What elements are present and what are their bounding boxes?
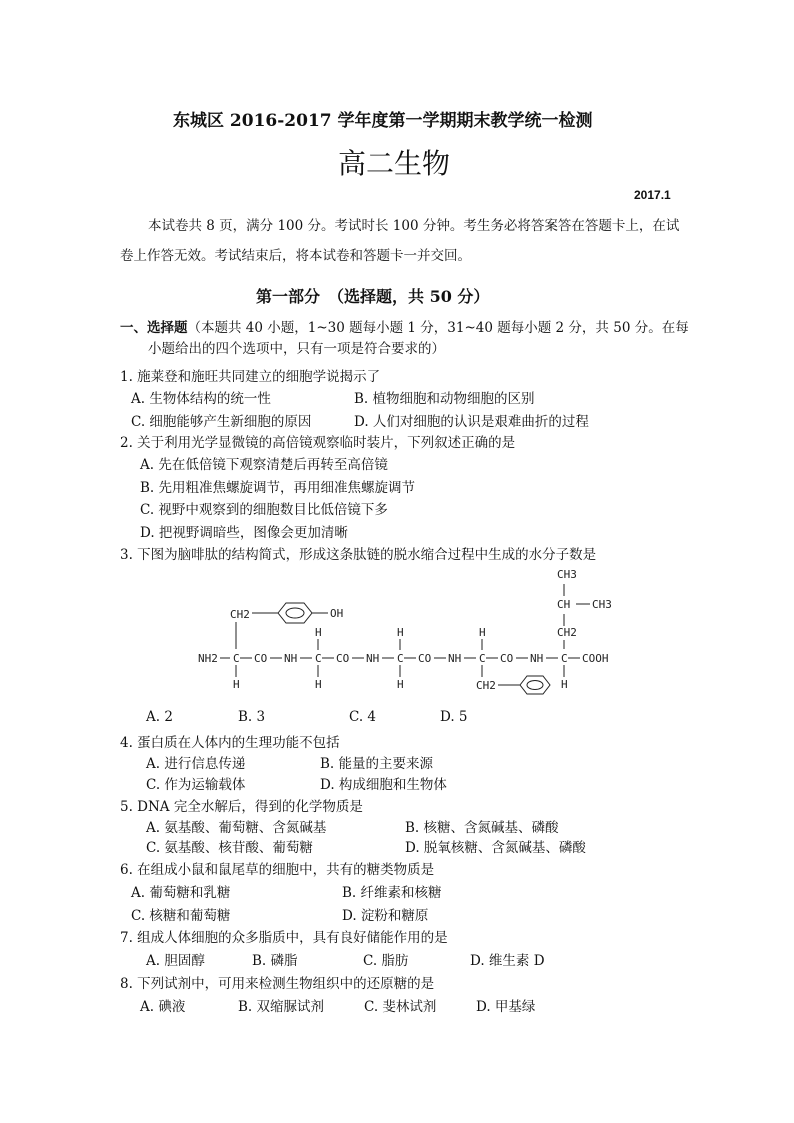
question-2-option-d: D. 把视野调暗些，图像会更加清晰: [140, 525, 348, 541]
section-label: 一、选择题: [120, 320, 188, 336]
co-label: CO: [336, 652, 350, 665]
question-3-option-b: B. 3: [238, 709, 266, 725]
question-6-option-d: D. 淀粉和糖原: [342, 908, 429, 924]
question-4-option-d: D. 构成细胞和生物体: [320, 777, 447, 793]
section-desc-2: 小题给出的四个选项中，只有一项是符合要求的）: [148, 341, 445, 357]
question-5-option-a: A. 氨基酸、葡萄糖、含氮碱基: [146, 820, 327, 836]
question-5-option-c: C. 氨基酸、核苷酸、葡萄糖: [146, 840, 313, 856]
section-instructions: [120, 318, 689, 339]
question-5-stem: 5. DNA 完全水解后，得到的化学物质是: [120, 799, 363, 815]
h-label: H: [233, 678, 240, 691]
question-5-option-d: D. 脱氧核糖、含氮碱基、磷酸: [405, 840, 586, 856]
nh-label: NH: [284, 652, 298, 665]
question-5-option-b: B. 核糖、含氮碱基、磷酸: [405, 820, 559, 836]
ch2-label: CH2: [476, 679, 496, 692]
question-7-stem: 7. 组成人体细胞的众多脂质中，具有良好储能作用的是: [120, 930, 448, 946]
question-7-option-a: A. 胆固醇: [146, 953, 205, 969]
question-4-option-b: B. 能量的主要来源: [320, 756, 434, 772]
question-6-option-b: B. 纤维素和核糖: [342, 885, 442, 901]
ch2-label: CH2: [230, 608, 250, 621]
question-8-option-d: D. 甲基绿: [476, 999, 536, 1015]
h-label: H: [397, 626, 404, 639]
question-8-option-c: C. 斐林试剂: [364, 999, 437, 1015]
question-6-option-c: C. 核糖和葡萄糖: [131, 908, 231, 924]
question-3-option-a: A. 2: [146, 709, 173, 725]
oh-label: OH: [330, 607, 344, 620]
question-3-stem: 3. 下图为脑啡肽的结构简式，形成这条肽链的脱水缩合过程中生成的水分子数是: [120, 547, 597, 563]
question-8-stem: 8. 下列试剂中，可用来检测生物组织中的还原糖的是: [120, 976, 435, 992]
question-6-stem: 6. 在组成小鼠和鼠尾草的细胞中，共有的糖类物质是: [120, 862, 435, 878]
c-label: C: [315, 652, 322, 665]
nh-label: NH: [366, 652, 380, 665]
nh-label: NH: [448, 652, 462, 665]
co-label: CO: [500, 652, 514, 665]
exam-title: 东城区 2016-2017 学年度第一学期期末教学统一检测: [173, 111, 593, 131]
question-1-option-c: C. 细胞能够产生新细胞的原因: [131, 414, 312, 430]
question-7-option-c: C. 脂肪: [363, 953, 409, 969]
nh-label: NH: [530, 652, 544, 665]
subject-title: 高二生物: [338, 147, 451, 180]
h-label: H: [561, 678, 568, 691]
phenylalanine-benzene-ring: [520, 676, 550, 694]
intro-line-2: 卷上作答无效。考试结束后，将本试卷和答题卡一并交回。: [120, 248, 471, 264]
question-1-stem: 1. 施莱登和施旺共同建立的细胞学说揭示了: [120, 369, 381, 385]
nh2-label: NH2: [198, 652, 218, 665]
c-label: C: [397, 652, 404, 665]
tyrosine-benzene-ring: [278, 603, 312, 623]
section-desc-1: （本题共 40 小题，1~30 题每小题 1 分，31~40 题每小题 2 分，共 50 分。在每: [187, 320, 689, 336]
h-label: H: [315, 626, 322, 639]
h-label: H: [315, 678, 322, 691]
cooh-label: COOH: [582, 652, 609, 665]
enkephalin-structure-diagram: [190, 560, 640, 700]
question-1-option-d: D. 人们对细胞的认识是艰难曲折的过程: [354, 414, 589, 430]
co-label: CO: [254, 652, 268, 665]
question-4-option-c: C. 作为运输载体: [146, 777, 246, 793]
ch3-label: CH3: [557, 568, 577, 581]
c-label: C: [233, 652, 240, 665]
question-2-stem: 2. 关于利用光学显微镜的高倍镜观察临时装片，下列叙述正确的是: [120, 435, 516, 451]
question-8-option-b: B. 双缩脲试剂: [238, 999, 325, 1015]
question-2-option-b: B. 先用粗准焦螺旋调节，再用细准焦螺旋调节: [140, 480, 416, 496]
question-6-option-a: A. 葡萄糖和乳糖: [131, 885, 231, 901]
ch3-label: CH3: [592, 598, 612, 611]
exam-date: 2017.1: [634, 188, 671, 202]
h-label: H: [479, 626, 486, 639]
question-1-option-a: A. 生物体结构的统一性: [131, 391, 271, 407]
question-3-option-c: C. 4: [349, 709, 377, 725]
question-7-option-d: D. 维生素 D: [470, 953, 545, 969]
part-one-title: 第一部分 （选择题，共 50 分）: [256, 287, 490, 306]
h-label: H: [397, 678, 404, 691]
ch2-label: CH2: [557, 626, 577, 639]
question-4-option-a: A. 进行信息传递: [146, 756, 246, 772]
ch-label: CH: [557, 598, 571, 611]
c-label: C: [479, 652, 486, 665]
question-3-option-d: D. 5: [440, 709, 468, 725]
question-7-option-b: B. 磷脂: [252, 953, 298, 969]
c-label: C: [561, 652, 568, 665]
question-8-option-a: A. 碘液: [140, 999, 186, 1015]
co-label: CO: [418, 652, 432, 665]
question-2-option-a: A. 先在低倍镜下观察清楚后再转至高倍镜: [140, 457, 388, 473]
question-2-option-c: C. 视野中观察到的细胞数目比低倍镜下多: [140, 502, 388, 518]
intro-line-1: 本试卷共 8 页，满分 100 分。考试时长 100 分钟。考生务必将答案答在答题卡上，在试: [148, 218, 680, 234]
question-4-stem: 4. 蛋白质在人体内的生理功能不包括: [120, 735, 340, 751]
question-1-option-b: B. 植物细胞和动物细胞的区别: [354, 391, 535, 407]
